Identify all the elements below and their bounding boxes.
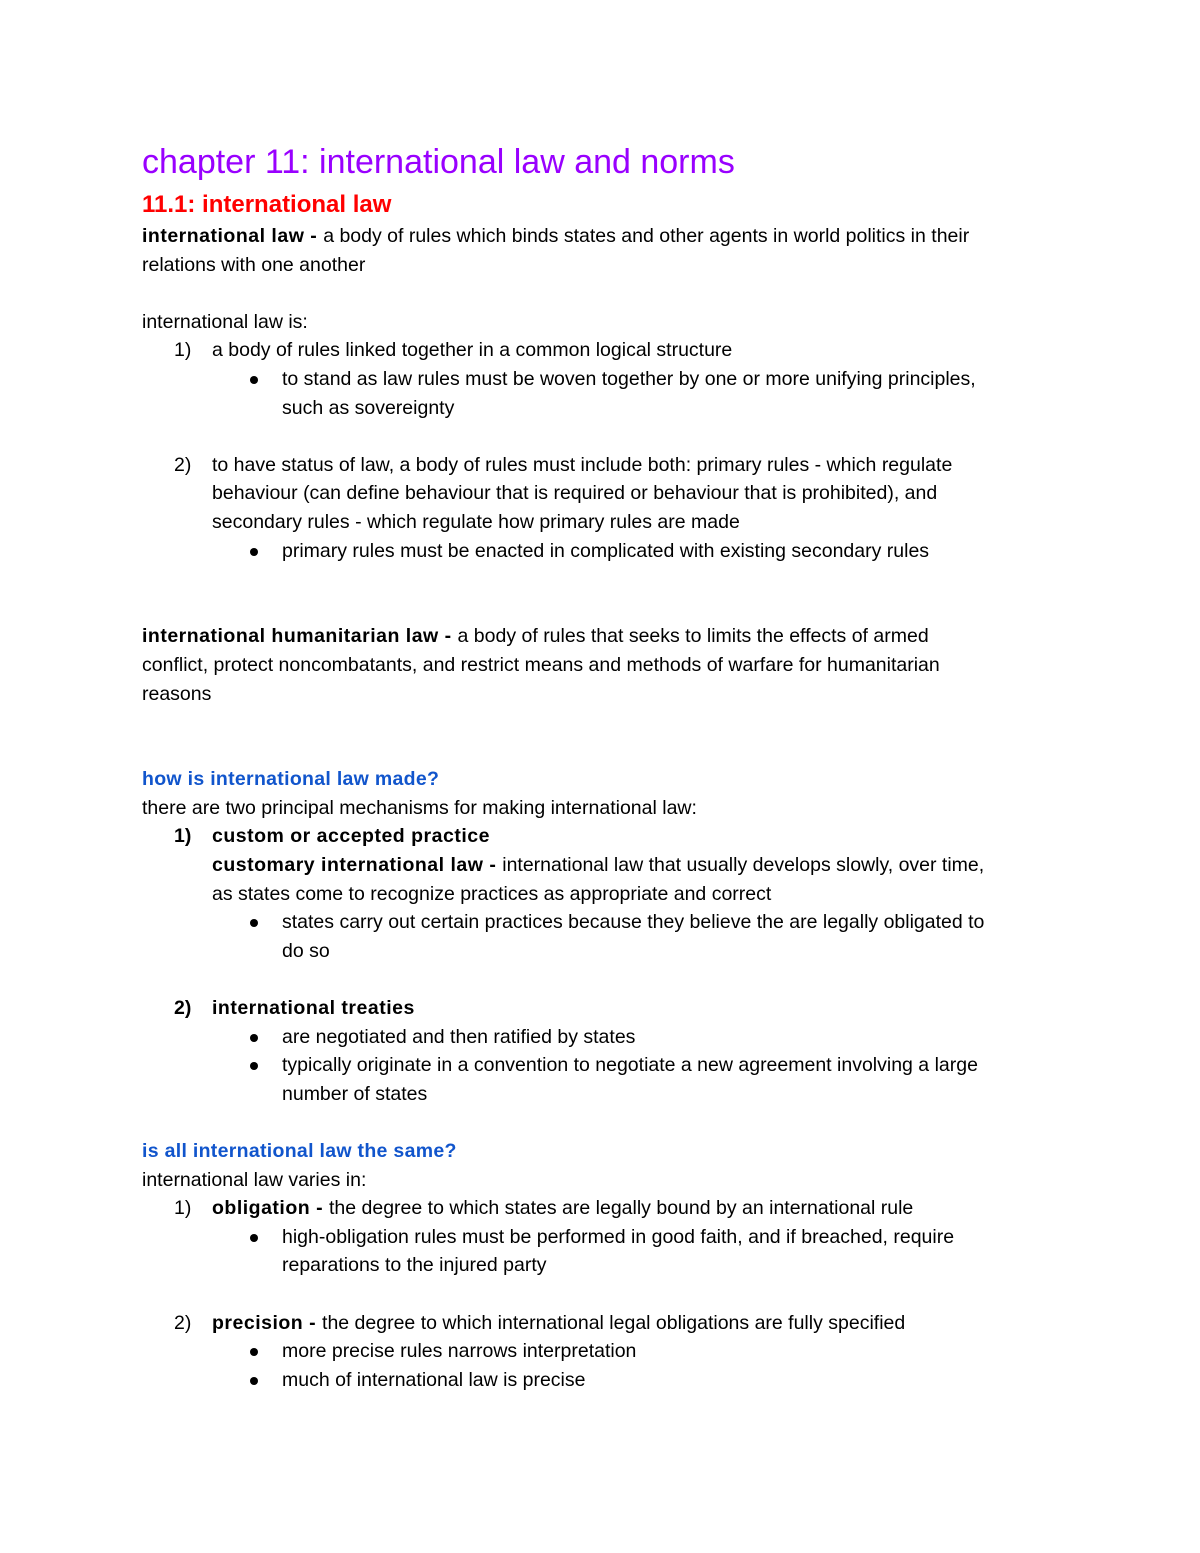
bullet-text-continued: do so <box>282 939 330 962</box>
definition-text-continued: reasons <box>142 682 212 705</box>
bullet-icon <box>250 548 258 556</box>
term-precision: precision - <box>212 1311 323 1334</box>
bullet-text: to stand as law rules must be woven together by one or more unifying principles, <box>282 367 976 390</box>
bullet-text: states carry out certain practices because they believe the are legally obligated to <box>282 911 985 934</box>
list-item-title: international treaties <box>212 997 415 1020</box>
definition-text: a body of rules which binds states and other agents in world politics in their <box>323 225 970 247</box>
definition-text: international law that usually develops slowly, over time, <box>502 854 985 877</box>
list-item-text: the degree to which international legal obligations are fully specified <box>322 1311 906 1334</box>
bullet-text-continued: such as sovereignty <box>282 396 455 419</box>
bullet-text: primary rules must be enacted in complicated with existing secondary rules <box>282 539 930 562</box>
bullet-text: typically originate in a convention to negotiate a new agreement involving a large <box>282 1054 978 1077</box>
bullet-item <box>142 1051 1072 1080</box>
list-item <box>142 336 1072 365</box>
list-number: 2) <box>174 1311 192 1334</box>
bullet-icon <box>250 1034 258 1042</box>
section-heading-all-same: is all international law the same? <box>142 1140 457 1162</box>
list-number: 2) <box>174 453 192 476</box>
bullet-icon <box>250 1062 258 1070</box>
definition-customary-law <box>142 851 1072 880</box>
list-number: 2) <box>174 997 192 1020</box>
definition-ihl <box>142 622 1072 651</box>
list-number: 1) <box>174 1197 192 1220</box>
bullet-icon <box>250 1234 258 1242</box>
chapter-title: chapter 11: international law and norms <box>142 143 735 181</box>
bullet-item <box>142 1023 1072 1052</box>
bullet-icon <box>250 376 258 384</box>
definition-text-continued: conflict, protect noncombatants, and restrict means and methods of warfare for humanitarian <box>142 653 940 676</box>
list-number: 1) <box>174 825 192 848</box>
term-customary-law: customary international law - <box>212 854 503 877</box>
list-item <box>142 1194 1072 1223</box>
section-intro: international law varies in: <box>142 1168 367 1191</box>
term-ihl: international humanitarian law - <box>142 625 458 648</box>
document-page <box>142 138 1072 1394</box>
term-obligation: obligation - <box>212 1197 329 1220</box>
list-intro: international law is: <box>142 310 308 333</box>
bullet-icon <box>250 1377 258 1385</box>
list-item <box>142 822 1072 851</box>
bullet-icon <box>250 919 258 927</box>
bullet-text: more precise rules narrows interpretation <box>282 1340 637 1363</box>
bullet-text-continued: reparations to the injured party <box>282 1254 547 1277</box>
list-item-text-continued: secondary rules - which regulate how primary rules are made <box>212 510 740 533</box>
bullet-item <box>142 537 1072 566</box>
definition-international-law <box>142 222 1072 251</box>
list-item-text: to have status of law, a body of rules must include both: primary rules - which regulate <box>212 453 953 476</box>
section-intro: there are two principal mechanisms for making international law: <box>142 796 697 819</box>
list-item <box>142 1309 1072 1338</box>
bullet-item <box>142 1337 1072 1366</box>
definition-text-continued: relations with one another <box>142 253 366 276</box>
list-item-title: custom or accepted practice <box>212 825 490 848</box>
bullet-text: much of international law is precise <box>282 1368 586 1391</box>
bullet-icon <box>250 1348 258 1356</box>
list-item-text: the degree to which states are legally bound by an international rule <box>328 1197 914 1220</box>
bullet-text-continued: number of states <box>282 1082 428 1105</box>
bullet-text: high-obligation rules must be performed in good faith, and if breached, require <box>282 1225 955 1248</box>
list-item-text: a body of rules linked together in a common logical structure <box>212 339 733 362</box>
list-item <box>142 451 1072 480</box>
bullet-item <box>142 908 1072 937</box>
bullet-item <box>142 365 1072 394</box>
list-number: 1) <box>174 339 192 362</box>
term-international-law: international law - <box>142 225 324 247</box>
section-heading-international-law: 11.1: international law <box>142 191 392 218</box>
list-item-text-continued: behaviour (can define behaviour that is required or behaviour that is prohibited), and <box>212 482 938 505</box>
section-heading-how-made: how is international law made? <box>142 768 440 791</box>
definition-text: a body of rules that seeks to limits the effects of armed <box>457 625 929 648</box>
definition-text-continued: as states come to recognize practices as appropriate and correct <box>212 882 772 905</box>
bullet-item <box>142 1366 1072 1395</box>
bullet-item <box>142 1223 1072 1252</box>
list-item <box>142 994 1072 1023</box>
bullet-text: are negotiated and then ratified by states <box>282 1025 636 1048</box>
